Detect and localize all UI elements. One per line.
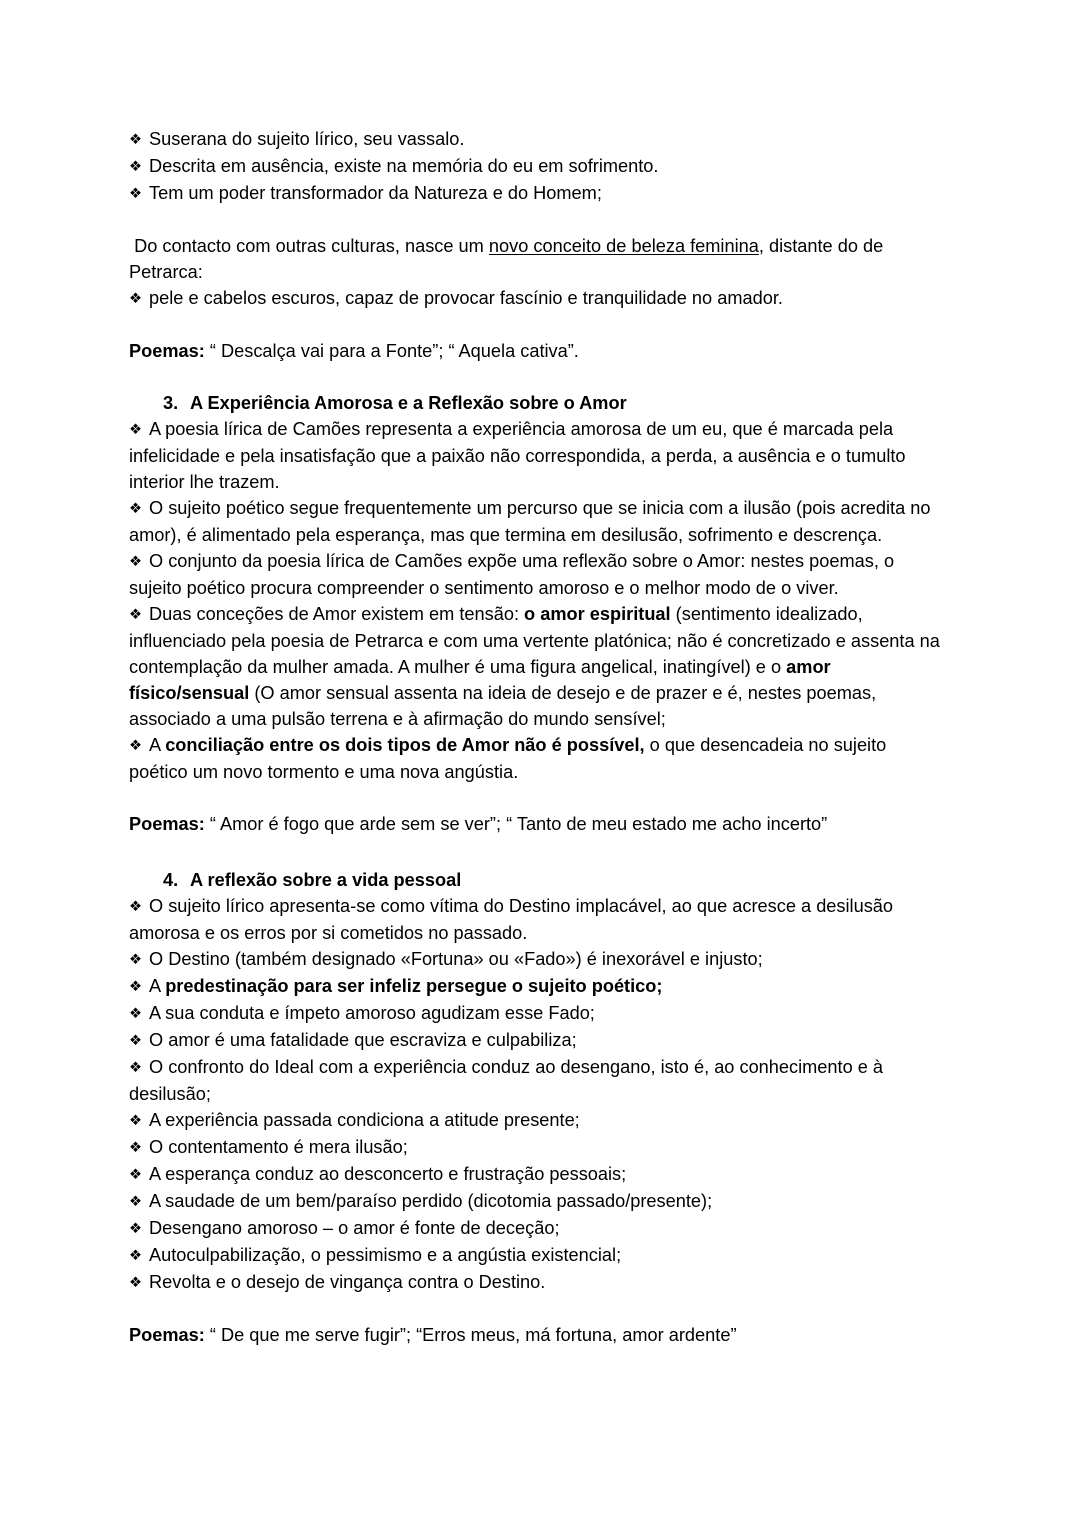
list-item (129, 180, 945, 207)
list-item (129, 1269, 945, 1296)
spacer (129, 364, 945, 390)
list-item-text: O conjunto da poesia lírica de Camões expõe uma reflexão sobre o Amor: nestes poemas, o sujeito poético procura compreender o sentimento amoroso e o melhor modo de o viver. (129, 551, 895, 598)
list-item (129, 1000, 945, 1027)
list-item-text: O confronto do Ideal com a experiência conduz ao desengano, isto é, ao conhecimento e à desilusão; (129, 1057, 884, 1104)
floret-bullet-icon: ❖ (129, 1140, 142, 1156)
list-item-text: A poesia lírica de Camões representa a experiência amorosa de um eu, que é marcada pela infelicidade e pela insatisfação que a paixão não correspondida, a perda, a ausência e o tumulto interior lhe trazem. (129, 419, 906, 492)
list-item-text-part-1: Duas conceções de Amor existem em tensão: (149, 604, 525, 624)
spacer (129, 785, 945, 811)
floret-bullet-icon: ❖ (129, 1221, 142, 1237)
floret-bullet-icon: ❖ (129, 422, 142, 438)
spacer (129, 312, 945, 338)
list-item-text: pele e cabelos escuros, capaz de provocar fascínio e tranquilidade no amador. (149, 288, 783, 308)
list-item (129, 1107, 945, 1134)
list-item-conciliacao (129, 732, 945, 785)
list-item (129, 893, 945, 946)
floret-bullet-icon: ❖ (129, 554, 142, 570)
list-item-text: A saudade de um bem/paraíso perdido (dicotomia passado/presente); (149, 1191, 713, 1211)
list-item (129, 1242, 945, 1269)
floret-bullet-icon: ❖ (129, 1060, 142, 1076)
poemas-line-3 (129, 1322, 945, 1348)
paragraph-text-part-1: Do contacto com outras culturas, nasce um (134, 236, 489, 256)
section-title: A reflexão sobre a vida pessoal (190, 870, 462, 890)
list-item-text: Descrita em ausência, existe na memória do eu em sofrimento. (149, 156, 659, 176)
emphasis-conciliacao: conciliação entre os dois tipos de Amor não é possível, (165, 735, 645, 755)
floret-bullet-icon: ❖ (129, 159, 142, 175)
poemas-label: Poemas: (129, 1325, 205, 1345)
floret-bullet-icon: ❖ (129, 899, 142, 915)
floret-bullet-icon: ❖ (129, 186, 142, 202)
spacer (129, 207, 945, 233)
emphasis-amor-fisico-sensual: amor físico/sensual (129, 657, 831, 703)
list-item-dois-amores (129, 601, 945, 732)
spacer (129, 837, 945, 867)
paragraph-text-part-2: , distante do de Petrarca: (129, 236, 884, 282)
list-item-text-part-1: A (149, 976, 166, 996)
underlined-phrase: novo conceito de beleza feminina (488, 236, 759, 256)
floret-bullet-icon: ❖ (129, 501, 142, 517)
list-item (129, 1161, 945, 1188)
floret-bullet-icon: ❖ (129, 1113, 142, 1129)
list-item (129, 548, 945, 601)
list-item-text: O contentamento é mera ilusão; (149, 1137, 408, 1157)
list-item-text: A esperança conduz ao desconcerto e frustração pessoais; (149, 1164, 627, 1184)
section-heading-3 (129, 390, 945, 416)
poemas-line-2 (129, 811, 945, 837)
list-item (129, 946, 945, 973)
list-item-text-part-2: (sentimento idealizado, influenciado pela poesia de Petrarca e com uma vertente platónica; não é concretizado e assenta na contemplação da mulher amada. A mulher é uma figura angelical, inatingível) e o (129, 604, 940, 677)
section-number: 4. (163, 870, 179, 890)
list-item (129, 495, 945, 548)
floret-bullet-icon: ❖ (129, 738, 142, 754)
list-item (129, 416, 945, 495)
list-item-text: O Destino (também designado «Fortuna» ou «Fado») é inexorável e injusto; (149, 949, 763, 969)
list-item-text: O sujeito poético segue frequentemente um percurso que se inicia com a ilusão (pois acredita no amor), é alimentado pela esperança, mas que termina em desilusão, sofrimento e descrença. (129, 498, 931, 545)
section-heading-4 (129, 867, 945, 893)
list-item-text: Revolta e o desejo de vingança contra o Destino. (149, 1272, 546, 1292)
list-item (129, 1054, 945, 1107)
poemas-line-1 (129, 338, 945, 364)
list-item (129, 1027, 945, 1054)
poemas-titles: “ Amor é fogo que arde sem se ver”; “ Tanto de meu estado me acho incerto” (204, 814, 828, 834)
list-item (129, 126, 945, 153)
floret-bullet-icon: ❖ (129, 1033, 142, 1049)
list-item (129, 1134, 945, 1161)
list-item-text: A experiência passada condiciona a atitude presente; (149, 1110, 580, 1130)
document-body (129, 126, 945, 1348)
list-item-text: O amor é uma fatalidade que escraviza e culpabiliza; (149, 1030, 577, 1050)
floret-bullet-icon: ❖ (129, 607, 142, 623)
floret-bullet-icon: ❖ (129, 1167, 142, 1183)
list-item-text: Suserana do sujeito lírico, seu vassalo. (149, 129, 465, 149)
list-item (129, 1188, 945, 1215)
section-title: A Experiência Amorosa e a Reflexão sobre o Amor (190, 393, 627, 413)
poemas-label: Poemas: (129, 341, 205, 361)
floret-bullet-icon: ❖ (129, 1275, 142, 1291)
poemas-titles: “ De que me serve fugir”; “Erros meus, má fortuna, amor ardente” (204, 1325, 737, 1345)
floret-bullet-icon: ❖ (129, 1006, 142, 1022)
emphasis-amor-espiritual: o amor espiritual (524, 604, 671, 624)
poemas-titles: “ Descalça vai para a Fonte”; “ Aquela cativa”. (204, 341, 579, 361)
list-item-text: O sujeito lírico apresenta-se como vítima do Destino implacável, ao que acresce a desilusão amorosa e os erros por si cometidos no passado. (129, 896, 894, 943)
list-item (129, 153, 945, 180)
emphasis-predestinacao: predestinação para ser infeliz persegue o sujeito poético; (165, 976, 663, 996)
floret-bullet-icon: ❖ (129, 1194, 142, 1210)
floret-bullet-icon: ❖ (129, 291, 142, 307)
spacer (129, 1296, 945, 1322)
list-item-text-part-2: o que desencadeia no sujeito poético um novo tormento e uma nova angústia. (129, 735, 887, 782)
floret-bullet-icon: ❖ (129, 1248, 142, 1264)
poemas-label: Poemas: (129, 814, 205, 834)
floret-bullet-icon: ❖ (129, 952, 142, 968)
floret-bullet-icon: ❖ (129, 132, 142, 148)
paragraph-beleza-feminina (129, 233, 945, 285)
list-item (129, 1215, 945, 1242)
list-item-text: Desengano amoroso – o amor é fonte de deceção; (149, 1218, 560, 1238)
list-item-text: Autoculpabilização, o pessimismo e a angústia existencial; (149, 1245, 622, 1265)
list-item-text: A sua conduta e ímpeto amoroso agudizam esse Fado; (149, 1003, 595, 1023)
list-item-predestinacao (129, 973, 945, 1000)
list-item-text-part-3: (O amor sensual assenta na ideia de desejo e de prazer e é, nestes poemas, associado a uma pulsão terrena e à afirmação do mundo sensível; (129, 683, 877, 729)
list-item-text: Tem um poder transformador da Natureza e do Homem; (149, 183, 602, 203)
list-item-text-part-1: A (149, 735, 166, 755)
list-item (129, 285, 945, 312)
section-number: 3. (163, 393, 179, 413)
floret-bullet-icon: ❖ (129, 979, 142, 995)
